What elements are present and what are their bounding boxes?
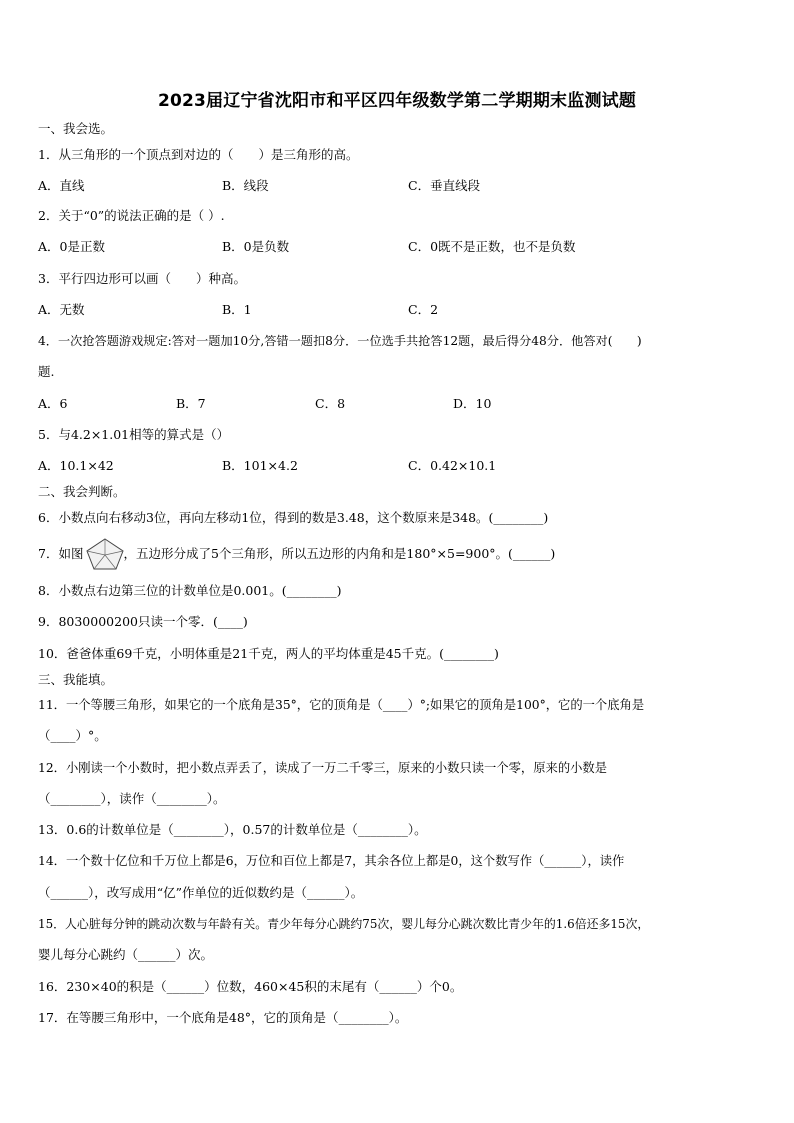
q3-option-a: A．无数 — [38, 302, 85, 317]
q3-option-b: B．1 — [222, 302, 252, 317]
question-6: 6．小数点向右移动3位，再向左移动1位，得到的数是3.48，这个数原来是348。(________) — [38, 510, 549, 525]
question-13: 13．0.6的计数单位是（________），0.57的计数单位是（________）。 — [38, 822, 427, 837]
question-14: 14．一个数十亿位和千万位上都是6，万位和百位上都是7，其余各位上都是0，这个数写作（______），读作 — [38, 854, 625, 868]
question-14-continued: （______），改写成用“亿”作单位的近似数约是（______）。 — [38, 885, 364, 900]
q2-option-b: B．0是负数 — [222, 239, 290, 254]
q2-option-c: C．0既不是正数，也不是负数 — [408, 239, 576, 254]
q1-option-a: A．直线 — [38, 178, 85, 193]
section-heading-3: 三、我能填。 — [38, 672, 114, 687]
page-title: 2023届辽宁省沈阳市和平区四年级数学第二学期期末监测试题 — [157, 91, 637, 111]
question-5: 5．与4.2×1.01相等的算式是（） — [38, 427, 230, 442]
q1-option-b: B．线段 — [222, 178, 269, 193]
q4-option-c: C．8 — [315, 396, 346, 411]
question-7-pre: 7．如图 — [38, 546, 84, 561]
question-1: 1．从三角形的一个顶点到对边的（ ）是三角形的高。 — [38, 147, 359, 162]
question-4: 4．一次抢答题游戏规定:答对一题加10分,答错一题扣8分．一位选手共抢答12题，最后得分48分．他答对( ) — [38, 334, 642, 348]
section-heading-1: 一、我会选。 — [38, 121, 114, 136]
question-12: 12．小刚读一个小数时，把小数点弄丢了，读成了一万二千零三，原来的小数只读一个零，原来的小数是 — [38, 761, 608, 775]
question-16: 16．230×40的积是（______）位数，460×45积的末尾有（______）个0。 — [38, 979, 463, 994]
question-15: 15．人心脏每分钟的跳动次数与年龄有关。青少年每分心跳约75次，婴儿每分心跳次数比青少年的1.6倍还多15次， — [38, 917, 650, 931]
question-8: 8．小数点右边第三位的计数单位是0.001。(________) — [38, 583, 342, 598]
section-heading-2: 二、我会判断。 — [38, 484, 126, 499]
q1-option-c: C．垂直线段 — [408, 178, 481, 193]
question-2: 2．关于“0”的说法正确的是（ ）. — [38, 208, 225, 223]
question-9: 9．8030000200只读一个零．(____) — [38, 614, 248, 629]
question-4-continued: 题. — [38, 364, 55, 379]
question-10: 10．爸爸体重69千克，小明体重是21千克，两人的平均体重是45千克。(________) — [38, 646, 499, 661]
q4-option-b: B．7 — [176, 396, 206, 411]
question-3: 3．平行四边形可以画（ ）种高。 — [38, 271, 246, 286]
q4-option-d: D．10 — [453, 396, 492, 411]
question-11: 11．一个等腰三角形，如果它的一个底角是35°，它的顶角是（____）°;如果它的顶角是100°，它的一个底角是 — [38, 698, 645, 712]
q5-option-a: A．10.1×42 — [38, 458, 114, 473]
q4-option-a: A．6 — [38, 396, 68, 411]
q5-option-b: B．101×4.2 — [222, 458, 298, 473]
question-7-post: ，五边形分成了5个三角形，所以五边形的内角和是180°×5=900°。(______) — [123, 546, 556, 561]
q3-option-c: C．2 — [408, 302, 439, 317]
question-15-continued: 婴儿每分心跳约（______）次。 — [38, 947, 214, 962]
question-11-continued: （____）°。 — [38, 728, 107, 743]
question-17: 17．在等腰三角形中，一个底角是48°，它的顶角是（________）。 — [38, 1010, 408, 1025]
question-12-continued: （________），读作（________）。 — [38, 791, 226, 806]
q5-option-c: C．0.42×10.1 — [408, 458, 497, 473]
q2-option-a: A．0是正数 — [38, 239, 105, 254]
pentagon-icon — [86, 538, 124, 570]
